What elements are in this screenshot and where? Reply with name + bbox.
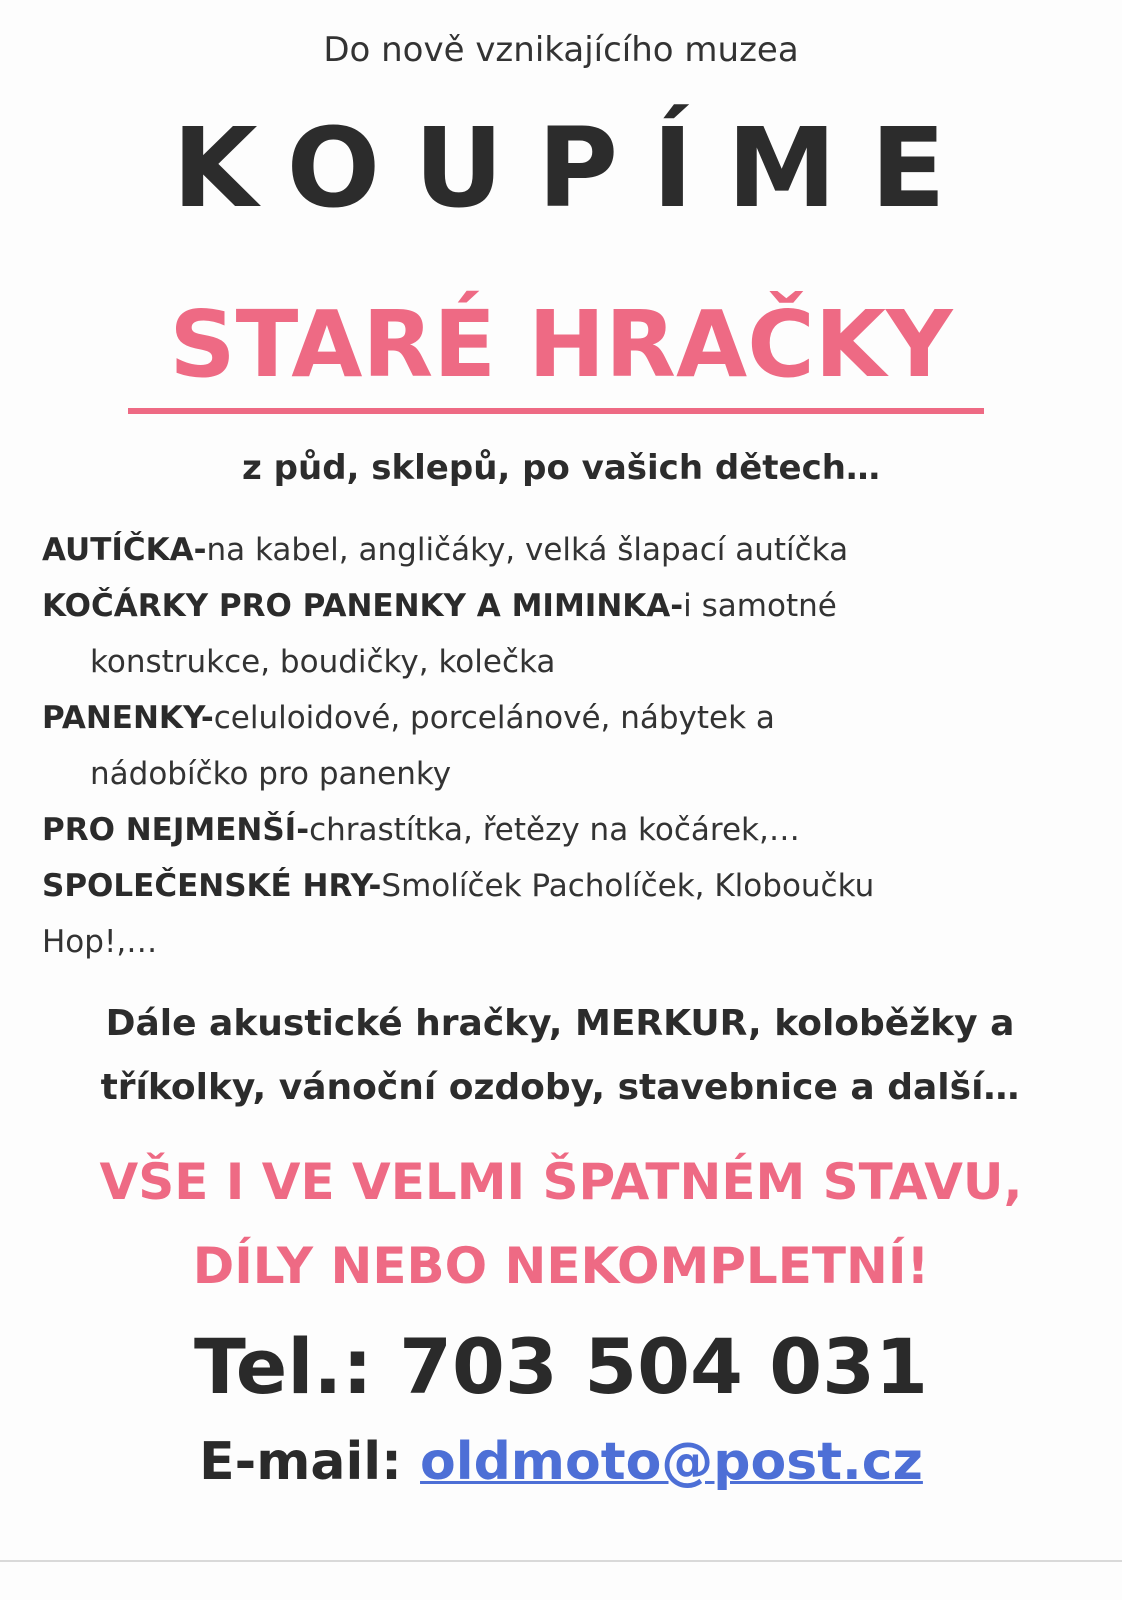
email-line [0, 1432, 1122, 1492]
list-item-category: AUTÍČKA- [42, 532, 207, 568]
phone-number: Tel.: 703 504 031 [194, 1322, 928, 1411]
list-item-category: PANENKY- [42, 700, 214, 736]
list-item-category: KOČÁRKY PRO PANENKY A MIMINKA- [42, 588, 684, 624]
list-item [42, 690, 1092, 802]
page-edge-line [0, 1560, 1122, 1562]
toy-list [42, 522, 1092, 970]
further-items [60, 992, 1060, 1120]
subhead: STARÉ HRAČKY [169, 291, 953, 398]
subhead-underline [128, 408, 984, 414]
intro-text: Do nově vznikajícího muzea [323, 30, 799, 70]
list-item-text: Smolíček Pacholíček, Kloboučku [381, 868, 875, 904]
tagline: z půd, sklepů, po vašich dětech… [242, 448, 880, 488]
list-item-continuation: Hop!,… [42, 924, 158, 960]
email-label: E-mail: [199, 1432, 421, 1492]
further-line-2: tříkolky, vánoční ozdoby, stavebnice a další… [100, 1067, 1020, 1108]
list-item [42, 578, 1092, 690]
email-link[interactable]: oldmoto@post.cz [420, 1432, 923, 1492]
list-item-text: i samotné [683, 588, 837, 624]
headline: KOUPÍME [172, 104, 980, 232]
list-item-category: PRO NEJMENŠÍ- [42, 812, 310, 848]
list-item-text: chrastítka, řetězy na kočárek,… [309, 812, 800, 848]
further-line-1: Dále akustické hračky, MERKUR, koloběžky a [105, 1003, 1015, 1044]
list-item [42, 858, 1092, 970]
list-item [42, 802, 1092, 858]
condition-warning [0, 1140, 1122, 1308]
warning-line-1: VŠE I VE VELMI ŠPATNÉM STAVU, [99, 1153, 1023, 1211]
list-item-category: SPOLEČENSKÉ HRY- [42, 868, 382, 904]
warning-line-2: DÍLY NEBO NEKOMPLETNÍ! [192, 1237, 930, 1295]
list-item-text: celuloidové, porcelánové, nábytek a [213, 700, 775, 736]
list-item-continuation: konstrukce, boudičky, kolečka [90, 644, 556, 680]
list-item-continuation: nádobíčko pro panenky [90, 756, 452, 792]
list-item-text: na kabel, angličáky, velká šlapací autíčka [206, 532, 849, 568]
list-item [42, 522, 1092, 578]
